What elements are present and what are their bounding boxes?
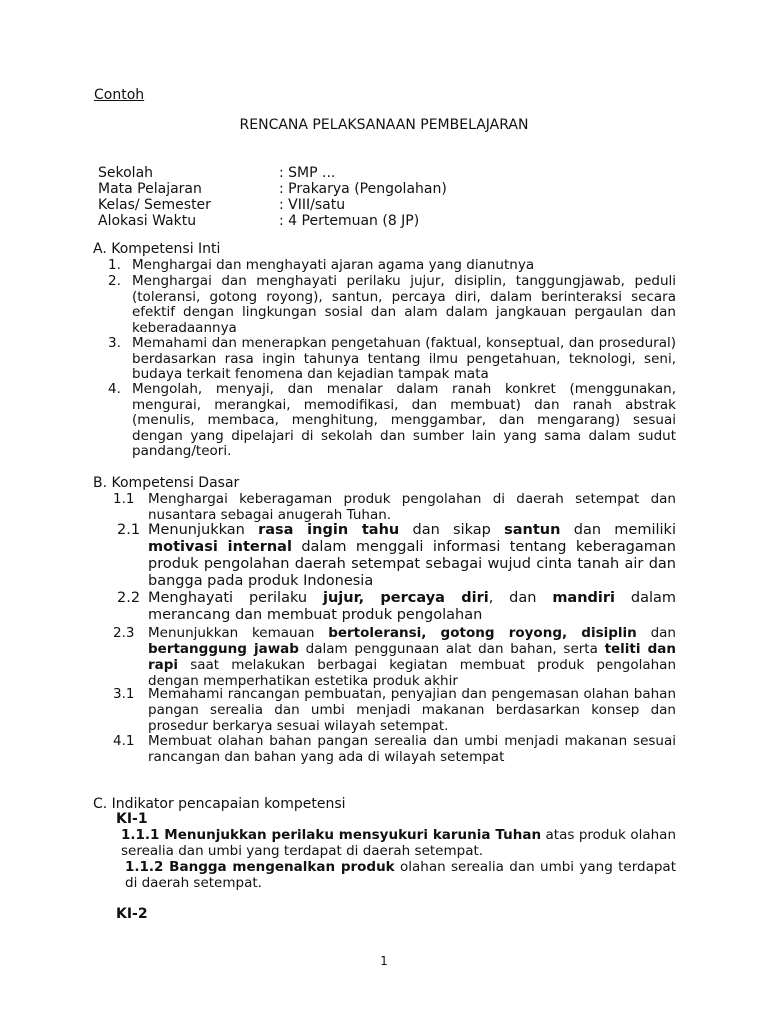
kd-item-2-1 xyxy=(113,522,676,590)
page-number: 1 xyxy=(380,954,388,968)
kd-item-2-3 xyxy=(113,625,676,689)
kd-item-3-1 xyxy=(113,686,676,734)
identity-value-class: : VIII/satu xyxy=(279,197,346,213)
ki-text: Menghargai dan menghayati ajaran agama yang dianutnya xyxy=(132,257,535,273)
identity-label-subject: Mata Pelajaran xyxy=(98,181,202,197)
ki2-label: KI-2 xyxy=(116,906,148,922)
kd-text: Menghayati perilaku jujur, percaya diri, dan mandiri dalam merancang dan membuat produk pengolahan xyxy=(148,590,676,623)
ki-item xyxy=(108,274,676,336)
contoh-label: Contoh xyxy=(94,87,145,103)
ki-number: 3. xyxy=(108,335,121,351)
indicator-1-1-1 xyxy=(121,827,676,859)
kd-item-1-1 xyxy=(113,491,676,523)
indicator-text: 1.1.1 Menunjukkan perilaku mensyukuri karunia Tuhan atas produk olahan serealia dan umbi yang terdapat di daerah setempat. xyxy=(121,827,676,859)
kd-item-4-1 xyxy=(113,733,676,765)
ki-number: 1. xyxy=(108,257,121,273)
kd-number: 1.1 xyxy=(113,491,135,507)
ki-number: 2. xyxy=(108,273,121,289)
ki-number: 4. xyxy=(108,381,121,397)
identity-label-school: Sekolah xyxy=(98,165,154,181)
kd-text: Menunjukkan kemauan bertoleransi, gotong royong, disiplin dan bertanggung jawab dalam penggunaan alat dan bahan, serta teliti dan rapi saat melakukan berbagai kegiatan membuat produk pengolahan dengan memperhatikan estetika produk akhir xyxy=(148,625,676,689)
kd-number: 4.1 xyxy=(113,733,135,749)
kd-number: 2.3 xyxy=(113,625,135,641)
section-a-heading: A. Kompetensi Inti xyxy=(93,241,221,257)
kd-item-2-2 xyxy=(113,590,676,624)
kd-number: 2.2 xyxy=(117,590,141,606)
page-title: RENCANA PELAKSANAAN PEMBELAJARAN xyxy=(239,117,529,133)
indicator-1-1-2 xyxy=(125,859,676,891)
section-c-heading: C. Indikator pencapaian kompetensi xyxy=(93,796,346,812)
indicator-text: 1.1.2 Bangga mengenalkan produk olahan serealia dan umbi yang terdapat di daerah setempat. xyxy=(125,859,676,891)
kd-number: 3.1 xyxy=(113,686,135,702)
kd-text: Memahami rancangan pembuatan, penyajian dan pengemasan olahan bahan pangan serealia dan umbi menjadi makanan berdasarkan konsep dan prosedur berkarya sesuai wilayah setempat. xyxy=(148,686,676,734)
kd-number: 2.1 xyxy=(117,522,141,538)
section-b-heading: B. Kompetensi Dasar xyxy=(93,475,240,491)
identity-value-time: : 4 Pertemuan (8 JP) xyxy=(279,213,420,229)
ki-text: Mengolah, menyaji, dan menalar dalam ranah konkret (menggunakan, mengurai, merangkai, memodifikasi, dan membuat) dan ranah abstrak (menulis, membaca, menghitung, menggambar, dan mengarang) sesuai dengan yang dipelajari di sekolah dan sumber lain yang sama dalam sudut pandang/teori. xyxy=(132,381,676,459)
identity-value-school: : SMP ... xyxy=(279,165,336,181)
ki-text: Memahami dan menerapkan pengetahuan (faktual, konseptual, dan prosedural) berdasarkan rasa ingin tahunya tentang ilmu pengetahuan, teknologi, seni, budaya terkait fenomena dan kejadian tampak mata xyxy=(132,335,676,382)
identity-label-time: Alokasi Waktu xyxy=(98,213,197,229)
ki1-label: KI-1 xyxy=(116,811,148,827)
kd-text: Membuat olahan bahan pangan serealia dan umbi menjadi makanan sesuai rancangan dan bahan yang ada di wilayah setempat xyxy=(148,733,676,765)
ki-item xyxy=(108,258,676,274)
identity-label-class: Kelas/ Semester xyxy=(98,197,211,213)
kd-text: Menunjukkan rasa ingin tahu dan sikap santun dan memiliki motivasi internal dalam menggali informasi tentang keberagaman produk pengolahan daerah setempat sebagai wujud cinta tanah air dan bangga pada produk Indonesia xyxy=(148,522,676,589)
identity-value-subject: : Prakarya (Pengolahan) xyxy=(279,181,447,197)
ki-item xyxy=(108,336,676,383)
ki-text: Menghargai dan menghayati perilaku jujur, disiplin, tanggungjawab, peduli (toleransi, gotong royong), santun, percaya diri, dalam berinteraksi secara efektif dengan lingkungan sosial dan alam dalam jangkauan pergaulan dan keberadaannya xyxy=(132,273,676,336)
ki-item xyxy=(108,382,676,460)
kd-text: Menghargai keberagaman produk pengolahan di daerah setempat dan nusantara sebagai anugerah Tuhan. xyxy=(148,491,676,523)
